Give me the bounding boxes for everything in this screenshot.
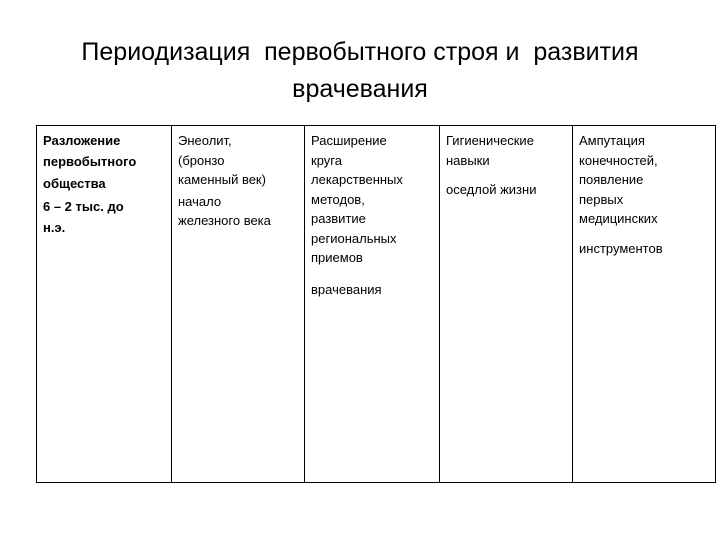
surgery-line: инструментов bbox=[579, 240, 663, 256]
methods-line: приемов bbox=[311, 250, 363, 265]
methods-line: круга bbox=[311, 152, 342, 168]
methods-line: врачевания bbox=[311, 281, 382, 297]
surgery-line: медицинских bbox=[579, 211, 658, 226]
medicine-methods-cell bbox=[305, 126, 440, 483]
period-line: общества bbox=[43, 176, 106, 191]
era-cell bbox=[172, 126, 305, 483]
surgery-cell bbox=[573, 126, 716, 483]
methods-line: методов, bbox=[311, 191, 365, 207]
period-line: 6 – 2 тыс. до bbox=[43, 198, 124, 214]
hygiene-cell bbox=[440, 126, 573, 483]
methods-line: развитие bbox=[311, 211, 366, 226]
period-line: н.э. bbox=[43, 220, 66, 235]
era-line: Энеолит, bbox=[178, 133, 232, 148]
methods-line: региональных bbox=[311, 230, 397, 246]
era-line: начало bbox=[178, 193, 222, 209]
table-row bbox=[37, 126, 716, 483]
hygiene-line: оседлой жизни bbox=[446, 182, 537, 197]
methods-line: Расширение bbox=[311, 133, 387, 148]
slide-title bbox=[20, 34, 700, 108]
surgery-line: Ампутация bbox=[579, 133, 645, 148]
hygiene-line: Гигиенические bbox=[446, 133, 534, 148]
period-line: первобытного bbox=[43, 153, 137, 169]
periodization-table bbox=[36, 125, 716, 483]
hygiene-line: навыки bbox=[446, 152, 490, 168]
era-line: (бронзо bbox=[178, 152, 225, 168]
methods-line: лекарственных bbox=[311, 172, 403, 187]
slide-title-line-1: Периодизация первобытного строя и развития bbox=[81, 38, 639, 66]
period-line: Разложение bbox=[43, 133, 121, 148]
slide-title-line-2: врачевания bbox=[292, 75, 428, 103]
surgery-line: появление bbox=[579, 172, 644, 187]
surgery-line: первых bbox=[579, 191, 624, 207]
period-cell bbox=[37, 126, 172, 483]
surgery-line: конечностей, bbox=[579, 152, 658, 168]
era-line: каменный век) bbox=[178, 172, 266, 187]
era-line: железного века bbox=[178, 213, 271, 228]
